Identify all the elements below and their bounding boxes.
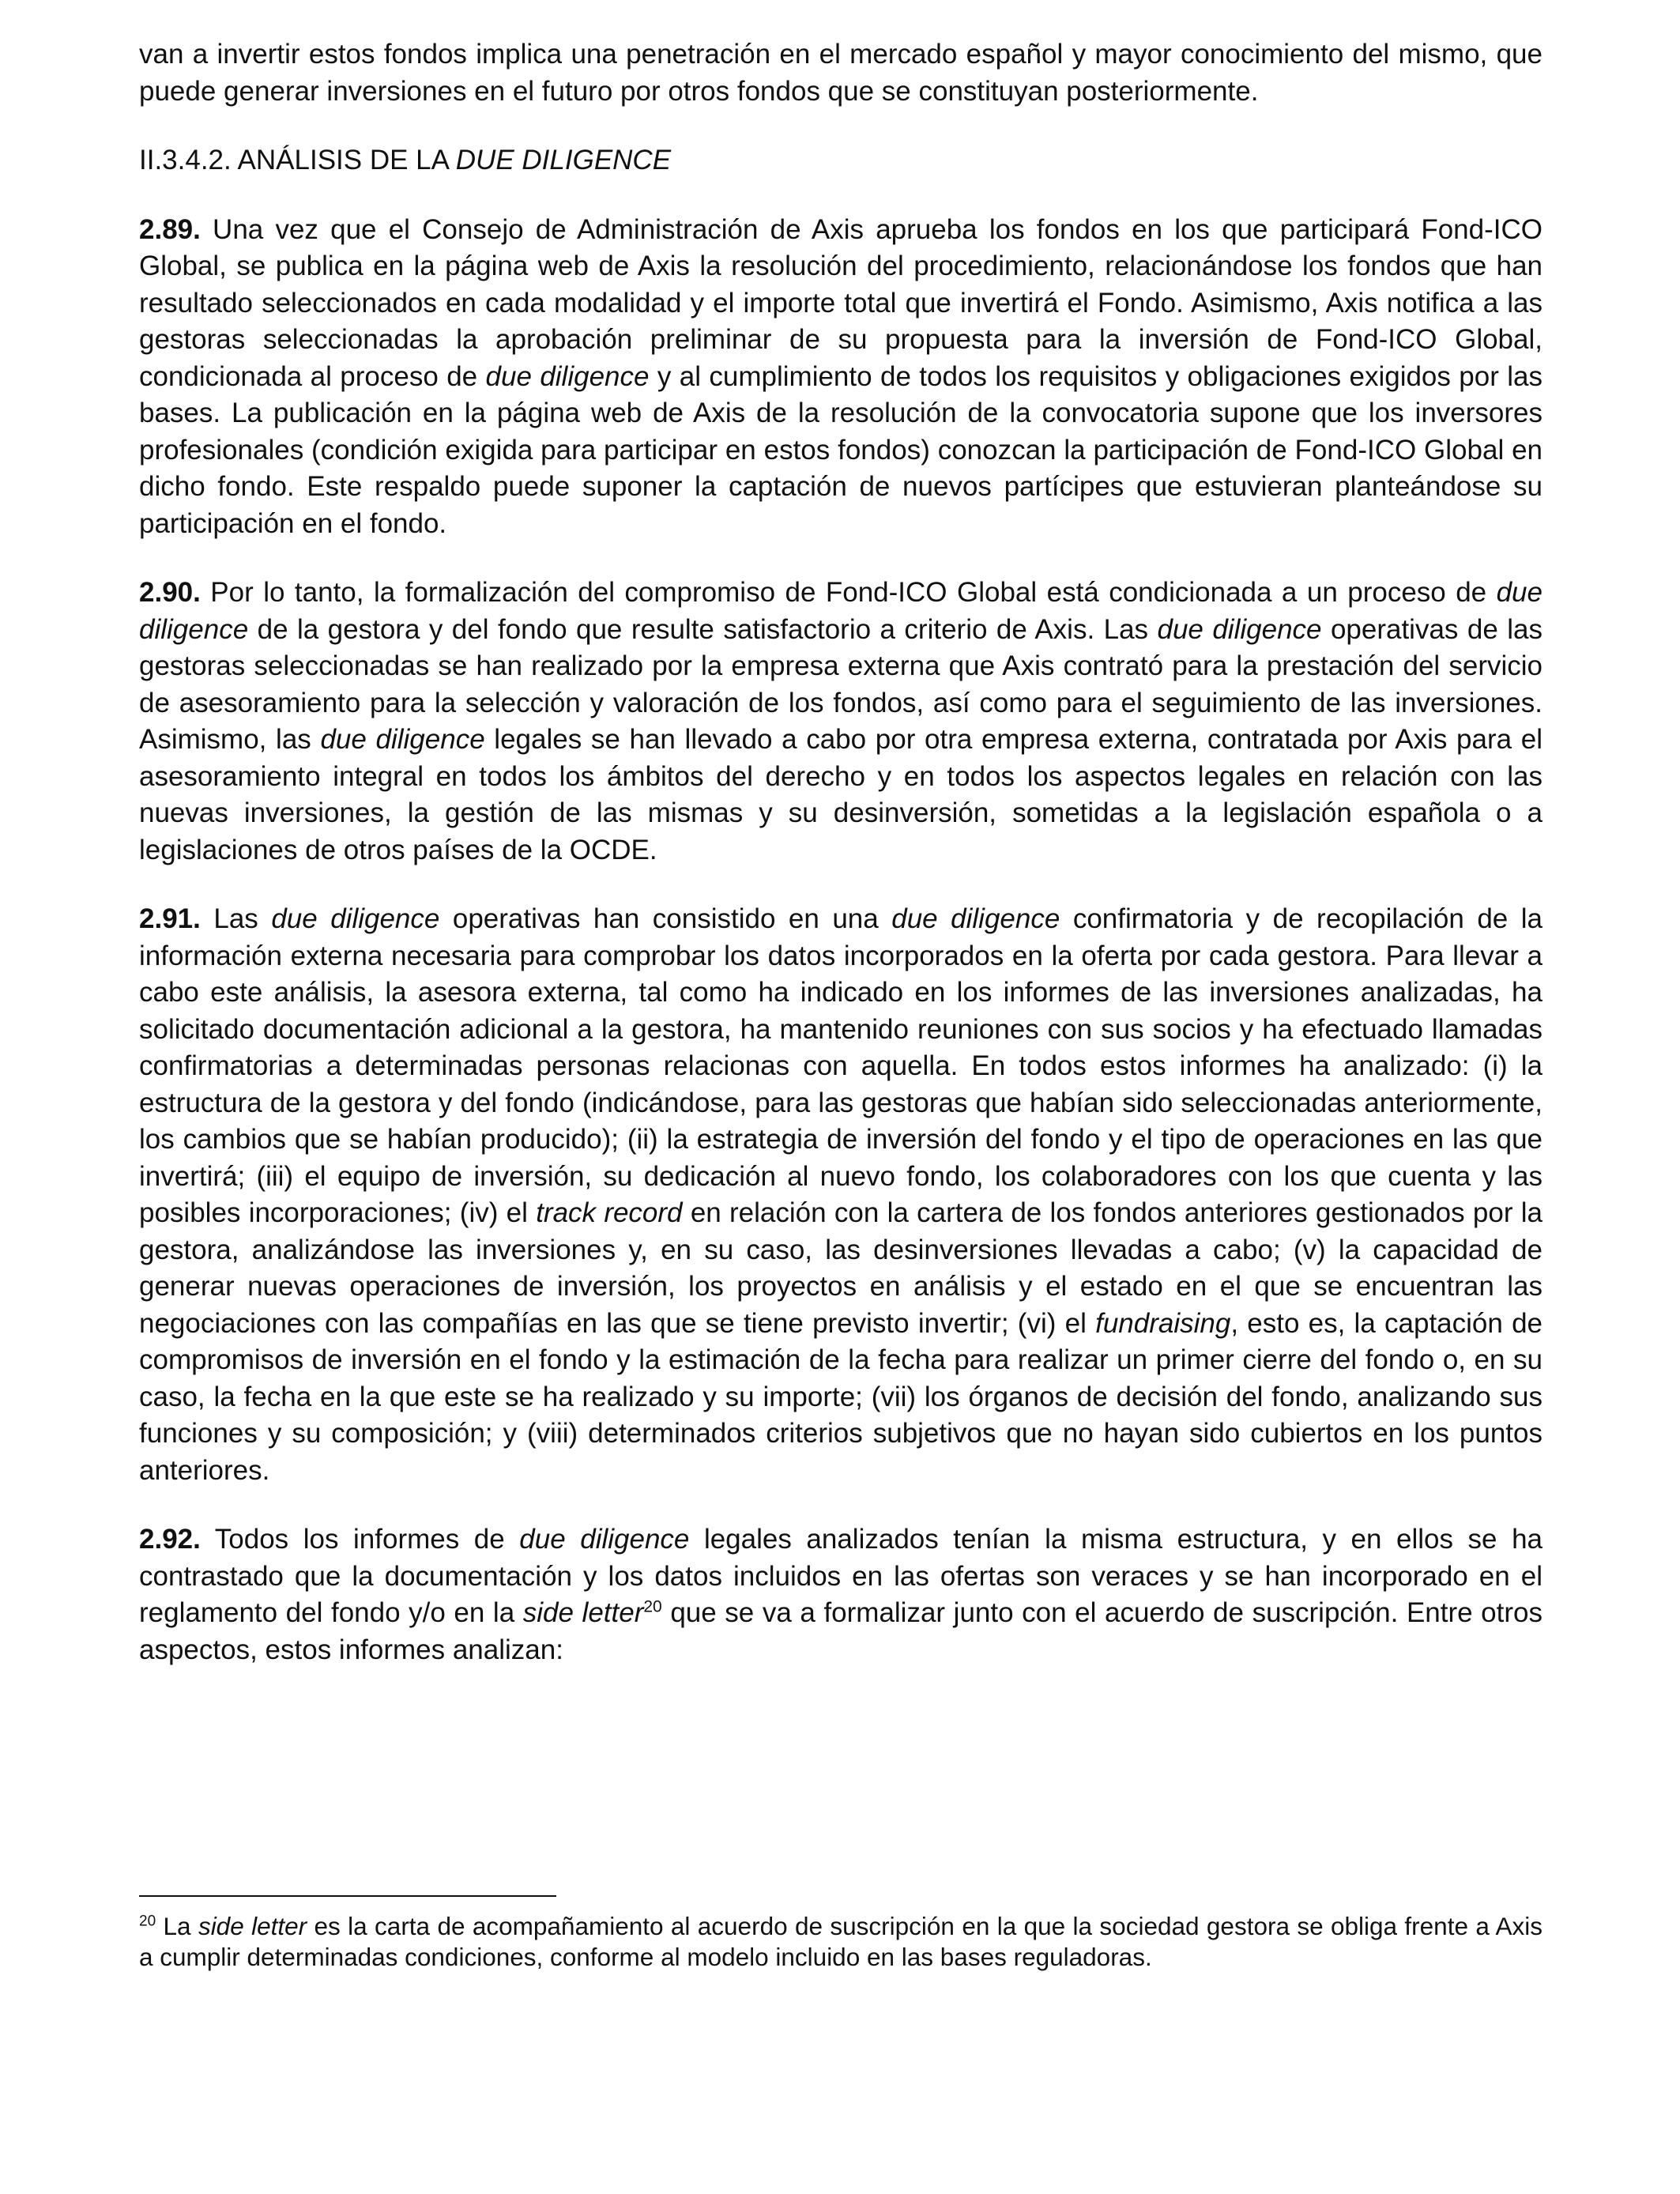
document-body bbox=[139, 36, 1543, 1668]
paragraph-2-89: 2.89. Una vez que el Consejo de Administración de Axis aprueba los fondos en los que participará Fond-ICO Global, se publica en la página web de Axis la resolución del procedimiento, relacionándose los fondos que han resultado seleccionados en cada modalidad y el importe total que invertirá el Fondo. Asimismo, Axis notifica a las gestoras seleccionadas la aprobación preliminar de su propuesta para la inversión de Fond-ICO Global, condicionada al proceso de due diligence y al cumplimiento de todos los requisitos y obligaciones exigidos por las bases. La publicación en la página web de Axis de la resolución de la convocatoria supone que los inversores profesionales (condición exigida para participar en estos fondos) conozcan la participación de Fond-ICO Global en dicho fondo. Este respaldo puede suponer la captación de nuevos partícipes que estuvieran planteándose su participación en el fondo. bbox=[139, 213, 1543, 539]
footnote-separator bbox=[139, 1895, 556, 1897]
paragraph-2-90: 2.90. Por lo tanto, la formalización del compromiso de Fond-ICO Global está condicionada a un proceso de due diligence de la gestora y del fondo que resulte satisfactorio a criterio de Axis. Las due diligence operativas de las gestoras seleccionadas se han realizado por la empresa externa que Axis contrató para la prestación del servicio de asesoramiento para la selección y valoración de los fondos, así como para el seguimiento de las inversiones. Asimismo, las due diligence legales se han llevado a cabo por otra empresa externa, contratada por Axis para el asesoramiento integral en todos los ámbitos del derecho y en todos los aspectos legales en relación con las nuevas inversiones, la gestión de las mismas y su desinversión, sometidas a la legislación española o a legislaciones de otros países de la OCDE. bbox=[139, 577, 1543, 865]
paragraph-2-92: 2.92. Todos los informes de due diligence legales analizados tenían la misma estructura, y en ellos se ha contrastado que la documentación y los datos incluidos en las ofertas son veraces y se han incorporado en el reglamento del fondo y/o en la side letter$^{20}$ que se va a formalizar junto con el acuerdo de suscripción. Entre otros aspectos, estos informes analizan: bbox=[139, 1524, 1543, 1665]
paragraph-number: 2.90. bbox=[139, 577, 201, 608]
footnote-20: $^{20}$ La side letter es la carta de acompañamiento al acuerdo de suscripción en la que la sociedad gestora se obliga frente a Axis a cumplir determinadas condiciones, conforme al modelo incluido en las bases reguladoras. bbox=[139, 1912, 1543, 1971]
paragraph-number: 2.92. bbox=[139, 1524, 201, 1555]
footnote-reference[interactable]: 20 bbox=[643, 1597, 662, 1616]
paragraph-number: 2.91. bbox=[139, 903, 201, 934]
footnote-marker: 20 bbox=[139, 1913, 156, 1930]
intro-paragraph: van a invertir estos fondos implica una penetración en el mercado español y mayor conocimiento del mismo, que puede generar inversiones en el futuro por otros fondos que se constituyan posteriormente. bbox=[139, 39, 1543, 107]
paragraph-2-91: 2.91. Las due diligence operativas han consistido en una due diligence confirmatoria y de recopilación de la información externa necesaria para comprobar los datos incorporados en la oferta por cada gestora. Para llevar a cabo este análisis, la asesora externa, tal como ha indicado en los informes de las inversiones analizadas, ha solicitado documentación adicional a la gestora, ha mantenido reuniones con sus socios y ha efectuado llamadas confirmatorias a determinadas personas relacionas con aquella. En todos estos informes ha analizado: (i) la estructura de la gestora y del fondo (indicándose, para las gestoras que habían sido seleccionadas anteriormente, los cambios que se habían producido); (ii) la estrategia de inversión del fondo y el tipo de operaciones en las que invertirá; (iii) el equipo de inversión, su dedicación al nuevo fondo, los colaboradores con los que cuenta y las posibles incorporaciones; (iv) el track record en relación con la cartera de los fondos anteriores gestionados por la gestora, analizándose las inversiones y, en su caso, las desinversiones llevadas a cabo; (v) la capacidad de generar nuevas operaciones de inversión, los proyectos en análisis y el estado en el que se encuentran las negociaciones con las compañías en las que se tiene previsto invertir; (vi) el fundraising, esto es, la captación de compromisos de inversión en el fondo y la estimación de la fecha para realizar un primer cierre del fondo o, en su caso, la fecha en la que este se ha realizado y su importe; (vii) los órganos de decisión del fondo, analizando sus funciones y su composición; y (viii) determinados criterios subjetivos que no hayan sido cubiertos en los puntos anteriores. bbox=[139, 903, 1543, 1486]
paragraph-number: 2.89. bbox=[139, 213, 201, 245]
section-heading: II.3.4.2. ANÁLISIS DE LA DUE DILIGENCE bbox=[139, 145, 672, 175]
